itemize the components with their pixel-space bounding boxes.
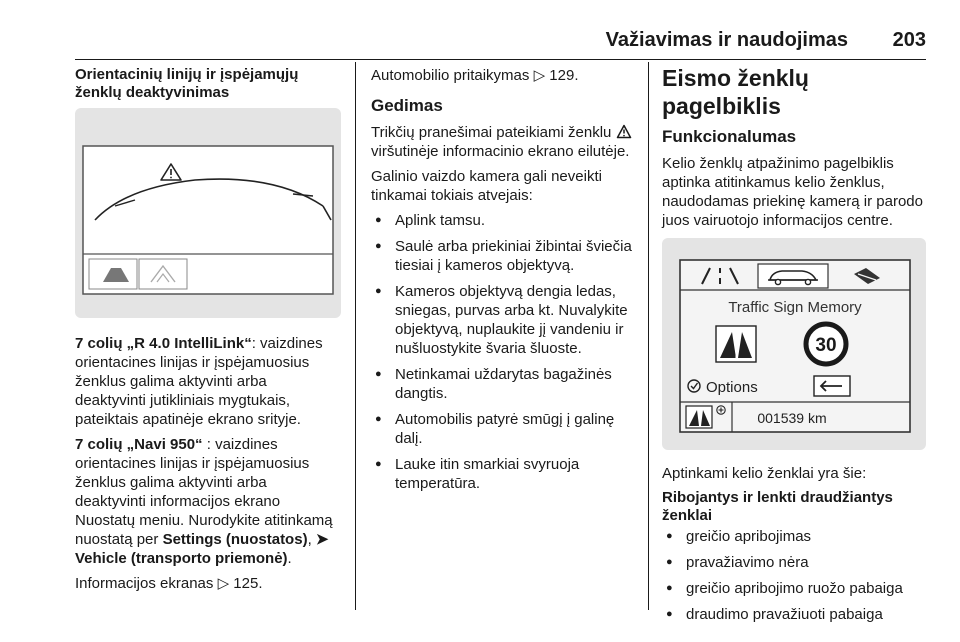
list-item: ● Aplink tamsu. xyxy=(371,211,633,230)
detected-signs-list xyxy=(662,527,926,624)
intellilink-text: : vaizdines orientacines linijas ir įspėjamuosius ženklus galima aktyvinti arba deaktyvinti jutikliniais mygtukais, pateiktais apatinėje ekrano srityje. xyxy=(75,335,323,428)
fault-paragraph xyxy=(371,123,633,161)
camera-conditions-intro: Galinio vaizdo kamera gali neveikti tinkamai tokiais atvejais: xyxy=(371,168,602,204)
navi-end: . xyxy=(287,550,292,567)
list-item: ● draudimo pravažiuoti pabaiga xyxy=(662,605,926,624)
section-title: Važiavimas ir naudojimas xyxy=(605,29,848,51)
vehicle-menu-ref: Vehicle (transporto priemonė) xyxy=(75,550,288,567)
deactivation-heading: Orientacinių linijų ir įspėjamųjų ženklų deaktyvinimas xyxy=(75,66,299,101)
traffic-sign-figure xyxy=(662,238,926,450)
list-item: ● Saulė arba priekiniai žibintai šviečia tiesiai į kameros objektyvą. xyxy=(371,237,633,275)
status-sign-icon xyxy=(686,406,712,428)
page-header xyxy=(75,20,926,60)
navi-text: : vaizdines orientacines linijas ir įspėjamuosius ženklus galima aktyvinti arba deaktyvinti informacijos ekrano Nuostatų meniu. Nurodykite atitinkamą nuostatą per xyxy=(75,436,333,548)
guideline-toggle-icon[interactable] xyxy=(89,259,137,289)
rear-camera-figure xyxy=(75,108,341,318)
page-ref-icon: ▷ xyxy=(533,67,546,84)
info-display-text: Informacijos ekranas xyxy=(75,575,214,592)
column-2 xyxy=(371,62,633,500)
speed-limit-sign xyxy=(806,324,846,364)
page-ref-icon: ▷ xyxy=(217,575,230,592)
end-overtaking-sign-icon xyxy=(716,326,756,362)
fault-heading: Gedimas xyxy=(371,96,443,115)
back-arrow-icon[interactable] xyxy=(814,376,850,396)
restrictive-signs-heading: Ribojantys ir lenkti draudžiantys ženklai xyxy=(662,489,893,524)
warning-toggle-icon[interactable] xyxy=(139,259,187,289)
column-divider-1 xyxy=(355,62,356,610)
settings-menu-ref: Settings (nuostatos) xyxy=(162,531,308,548)
menu-arrow-icon: ➤ xyxy=(315,531,329,548)
fault-text-b: viršutinėje informacinio ekrano eilutėje. xyxy=(371,143,630,160)
navi-paragraph xyxy=(75,435,341,568)
info-display-paragraph xyxy=(75,574,341,593)
intellilink-label: 7 colių „R 4.0 IntelliLink“ xyxy=(75,335,252,352)
customization-page-ref[interactable]: 129. xyxy=(549,67,579,84)
info-display-page-ref[interactable]: 125. xyxy=(233,575,263,592)
traffic-sign-display xyxy=(662,238,926,450)
odometer-reading: 001539 km xyxy=(757,410,827,426)
list-item: ● Kameros objektyvą dengia ledas, sniegas, purvas arba kt. Nuvalykite objektyvą, nuplaukite jį vandeniu ir nušluostykite švaria šluoste. xyxy=(371,282,633,358)
traffic-sign-heading: Eismo ženklų pagelbiklis xyxy=(662,65,809,119)
column-divider-2 xyxy=(648,62,649,610)
column-1 xyxy=(75,62,341,599)
fault-text-a: Trikčių pranešimai pateikiami ženklu xyxy=(371,124,616,141)
list-item: ● pravažiavimo nėra xyxy=(662,553,926,572)
navi-separator: , xyxy=(307,531,316,548)
rear-camera-illustration xyxy=(75,108,341,318)
speed-limit-value: 30 xyxy=(815,335,837,356)
list-item: ● greičio apribojimo ruožo pabaiga xyxy=(662,579,926,598)
functionality-paragraph: Kelio ženklų atpažinimo pagelbiklis aptinka atitinkamus kelio ženklus, naudodamas priekinę kamerą ir parodo juos vairuotojo informacijos centre. xyxy=(662,155,923,229)
page-number: 203 xyxy=(892,29,926,51)
list-item: ● Automobilis patyrė smūgį į galinę dalį. xyxy=(371,410,633,448)
display-title: Traffic Sign Memory xyxy=(728,299,862,316)
functionality-heading: Funkcionalumas xyxy=(662,127,797,146)
list-item: ● Netinkamai uždarytas bagažinės dangtis. xyxy=(371,365,633,403)
list-item: ● greičio apribojimas xyxy=(662,527,926,546)
customization-paragraph xyxy=(371,66,633,85)
list-item: ● Lauke itin smarkiai svyruoja temperatūra. xyxy=(371,455,633,493)
detected-signs-intro: Aptinkami kelio ženklai yra šie: xyxy=(662,465,867,482)
navi-label: 7 colių „Navi 950“ xyxy=(75,436,203,453)
camera-conditions-list xyxy=(371,211,633,493)
vehicle-tab-icon[interactable] xyxy=(758,264,828,288)
column-3 xyxy=(662,62,926,631)
intellilink-paragraph xyxy=(75,334,341,429)
customization-text: Automobilio pritaikymas xyxy=(371,67,530,84)
header-rule xyxy=(75,59,926,60)
warning-triangle-icon xyxy=(616,124,632,139)
options-label: Options xyxy=(706,379,758,396)
